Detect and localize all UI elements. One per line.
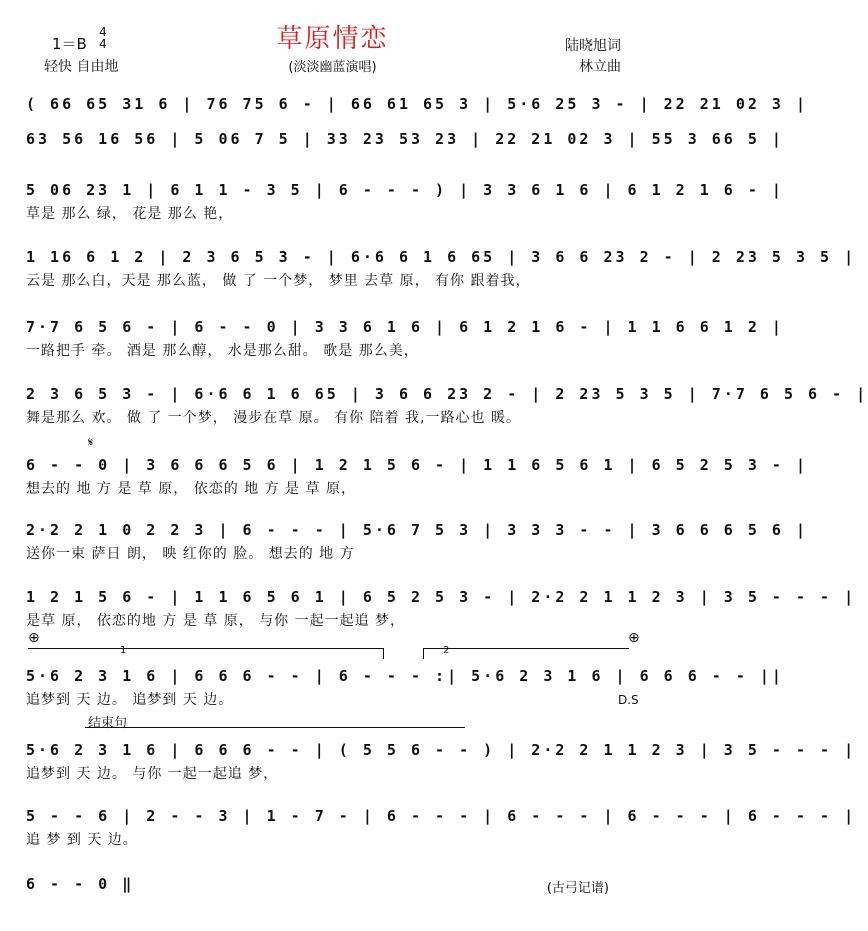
- lyrics-line: 想去的 地 方 是 草 原， 依恋的 地 方 是 草 原，: [26, 481, 356, 497]
- ds-mark: D.S: [618, 693, 639, 707]
- notation-line: 2 3 6 5 3 - | 6·6 6 1 6 65 | 3 6 6 23 2 - | 2 23 5 3 5 | 7·7 6 5 6 - |: [26, 385, 868, 403]
- coda-mark-left: ⊕: [28, 630, 40, 646]
- volta-2-bracket: [423, 648, 629, 659]
- volta-2-label: 2: [443, 645, 450, 656]
- transcriber-credit: (古弓记谱): [546, 881, 609, 896]
- notation-line: 7·7 6 5 6 - | 6 - - 0 | 3 3 6 1 6 | 6 1 2 1 6 - | 1 1 6 6 1 2 |: [26, 318, 784, 336]
- final-row: [26, 875, 641, 895]
- lyricist-credit: 陆晓旭词: [565, 38, 621, 54]
- final-notes: 6 - - 0 ‖: [26, 875, 135, 893]
- notation-line: 2·2 2 1 0 2 2 3 | 6 - - - | 5·6 7 5 3 | 3 3 3 - - | 3 6 6 6 5 6 |: [26, 521, 808, 539]
- ending-bracket-line: [85, 727, 465, 728]
- score-row: [26, 318, 784, 362]
- notation-line: 5 - - 6 | 2 - - 3 | 1 - 7 - | 6 - - - | 6 - - - | 6 - - - | 6 - - - |: [26, 807, 857, 825]
- coda-mark-right: ⊕: [628, 630, 640, 646]
- lyrics-line: [26, 152, 641, 172]
- volta-1-bracket: [28, 648, 384, 659]
- meter-bottom: 4: [99, 37, 107, 51]
- song-title: 草原情恋: [276, 24, 389, 54]
- notation-line: ( 66 65 31 6 | 76 75 6 - | 66 61 65 3 | 5·6 25 3 - | 22 21 02 3 |: [26, 95, 808, 113]
- notation-line: 1 2 1 5 6 - | 1 1 6 5 6 1 | 6 5 2 5 3 - | 2·2 2 1 1 2 3 | 3 5 - - - |: [26, 588, 857, 606]
- lyrics-line: 是草 原， 依恋的地 方 是 草 原， 与你 一起一起追 梦，: [26, 613, 406, 629]
- score-row: [26, 130, 784, 174]
- score-row: [26, 456, 808, 500]
- tempo-marking: 轻快 自由地: [44, 59, 119, 75]
- lyrics-line: 追梦到 天 边。 追梦到 天 边。: [26, 692, 234, 708]
- score-row: [26, 521, 808, 565]
- volta-brackets: [28, 645, 628, 660]
- volta-1-label: 1: [120, 645, 127, 656]
- score-row: [26, 807, 857, 851]
- ending-label: 结束句: [88, 716, 128, 731]
- score-row: [26, 248, 857, 292]
- lyrics-line: 追梦到 天 边。 与你 一起一起追 梦，: [26, 766, 279, 782]
- singer-credit: (淡淡幽蓝演唱): [288, 60, 377, 75]
- score-row: [26, 667, 784, 711]
- notation-line: 5·6 2 3 1 6 | 6 6 6 - - | ( 5 5 6 - - ) | 2·2 2 1 1 2 3 | 3 5 - - - |: [26, 741, 857, 759]
- lyrics-line: 舞是那么 欢。 做 了 一个梦， 漫步在草 原。 有你 陪着 我,一路心也 暖。: [26, 410, 521, 426]
- composer-credit: 林立曲: [579, 59, 621, 75]
- key-signature: 1＝B: [52, 35, 87, 53]
- lyrics-line: 草是 那么 绿， 花是 那么 艳，: [26, 206, 234, 222]
- meter-top: 4: [99, 25, 107, 39]
- lyrics-line: 云是 那么白，天是 那么蓝， 做 了 一个梦， 梦里 去草 原， 有你 跟着我，: [26, 273, 531, 289]
- score-row: [26, 181, 784, 225]
- notation-line: 5 06 23 1 | 6 1 1 - 3 5 | 6 - - - ) | 3 3 6 1 6 | 6 1 2 1 6 - |: [26, 181, 784, 199]
- notation-line: 6 - - 0 | 3 6 6 6 5 6 | 1 2 1 5 6 - | 1 1 6 5 6 1 | 6 5 2 5 3 - |: [26, 456, 808, 474]
- lyrics-line: 追 梦 到 天 边。: [26, 832, 138, 848]
- lyrics-line: 送你一束 萨日 朗， 映 红你的 脸。 想去的 地 方: [26, 546, 355, 562]
- score-row: [26, 588, 857, 632]
- notation-line: 63 56 16 56 | 5 06 7 5 | 33 23 53 23 | 22 21 02 3 | 55 3 66 5 |: [26, 130, 784, 148]
- segno-mark: 𝄋: [88, 435, 94, 449]
- notation-line: 1 16 6 1 2 | 2 3 6 5 3 - | 6·6 6 1 6 65 | 3 6 6 23 2 - | 2 23 5 3 5 |: [26, 248, 857, 266]
- score-row: [26, 741, 857, 785]
- notation-line: 5·6 2 3 1 6 | 6 6 6 - - | 6 - - - :| 5·6 2 3 1 6 | 6 6 6 - - ||: [26, 667, 784, 685]
- lyrics-line: 一路把手 牵。 酒是 那么醇， 水是那么甜。 歌是 那么美，: [26, 343, 419, 359]
- score-row: [26, 385, 868, 429]
